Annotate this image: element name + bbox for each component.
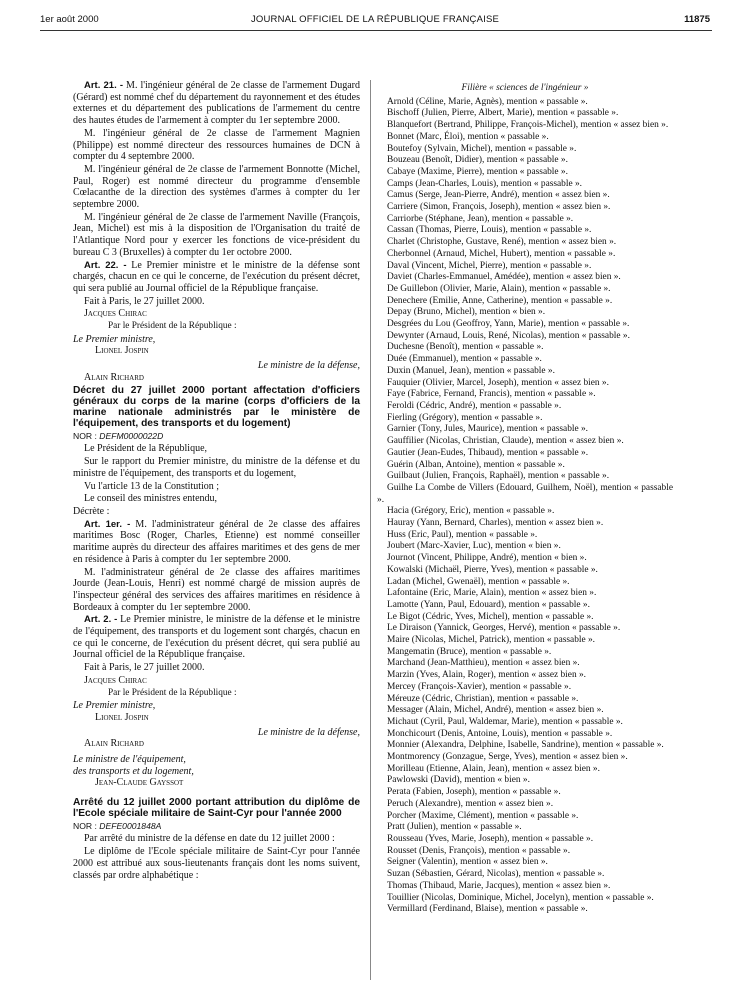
art21-paragraph-2: M. l'ingénieur général de 2e classe de l'armement Magnien (Philippe) est nommé directeur des ressources humaines de DCN à compter du 4 septembre 2000. (73, 127, 360, 163)
page-header (40, 14, 710, 34)
decree-2-title: Décret du 27 juillet 2000 portant affectation d'officiers généraux du corps de la marine (corps d'officiers de la marine nationale administrés par le ministère de l'équipement, des transports et du logement) (73, 384, 360, 430)
par-le-president-1: Par le Président de la République : (108, 321, 237, 332)
list-item: Pawlowski (David), mention « bien ». (387, 775, 530, 786)
list-item: Rousseau (Yves, Marie, Joseph), mention « passable ». (387, 834, 594, 844)
column-separator (370, 80, 371, 980)
list-item: Blanquefort (Bertrand, Philippe, François-Michel), mention « assez bien ». (387, 120, 669, 131)
signature-gayssot: Jean-Claude Gayssot (95, 777, 184, 789)
arrete-paragraph-2: Le diplôme de l'Ecole spéciale militaire de Saint-Cyr pour l'année 2000 est attribué aux sous-lieutenants français dont les noms suivent, classés par ordre alphabétique : (73, 846, 360, 881)
list-item: Porcher (Maxime, Clément), mention « passable ». (387, 810, 579, 821)
list-item: Camus (Serge, Jean-Pierre, André), mention « assez bien ». (387, 190, 610, 201)
list-item: Bonnet (Marc, Éloi), mention « passable ». (387, 131, 549, 142)
signature-jospin-1: Lionel Jospin (95, 345, 149, 357)
ministre-defense-1: Le ministre de la défense, (257, 360, 360, 372)
list-item: Camps (Jean-Charles, Louis), mention « passable ». (387, 178, 583, 189)
list-item: Carriorbe (Stéphane, Jean), mention « passable ». (387, 213, 574, 224)
signature-jospin-2: Lionel Jospin (95, 711, 149, 723)
list-item: Gauffilier (Nicolas, Christian, Claude), mention « assez bien ». (387, 436, 624, 447)
list-item: Morilleau (Etienne, Alain, Jean), mention « assez bien ». (387, 763, 600, 774)
signature-richard-2: Alain Richard (84, 738, 144, 750)
list-item: Ladan (Michel, Gwenaël), mention « passable ». (387, 576, 570, 587)
list-item: Daviet (Charles-Emmanuel, Amédée), mention « assez bien ». (387, 272, 621, 283)
list-item: Mangematin (Bruce), mention « passable ». (387, 646, 552, 657)
list-item: Hacia (Grégory, Eric), mention « passable ». (387, 506, 555, 517)
list-item: Vermillard (Ferdinand, Blaise), mention « passable ». (387, 904, 588, 915)
list-item: Peruch (Alexandre), mention « assez bien ». (387, 798, 554, 809)
list-item: De Guillebon (Olivier, Marie, Alain), mention « passable ». (387, 283, 611, 294)
art21-text-1: M. l'ingénieur général de 2e classe de l'armement Dugard (Gérard) est nommé chef du département du rayonnement et des études externes et du département des publications de l'armement du centre des hautes études de l'armement à compter du 1er septembre 2000. (73, 80, 361, 127)
ministre-equipement-line-2: des transports et du logement, (73, 765, 194, 777)
list-item: Journot (Vincent, Philippe, André), mention « bien ». (387, 553, 587, 564)
list-item: Marzin (Yves, Alain, Roger), mention « assez bien ». (387, 670, 587, 681)
decree-2-nor-code: DEFM0000022D (99, 430, 164, 441)
list-item: Kowalski (Michaël, Pierre, Yves), mention « passable ». (387, 564, 598, 575)
d2-art1-label: Art. 1er. - (84, 518, 131, 530)
arrete-paragraph-1: Par arrêté du ministre de la défense en date du 12 juillet 2000 : (84, 833, 335, 845)
d2-paragraph-1: Le Président de la République, (84, 443, 208, 455)
list-item: Bouzeau (Benoît, Didier), mention « passable ». (387, 155, 568, 166)
header-date: 1er août 2000 (40, 14, 99, 25)
d2-art2-text: Le Premier ministre, le ministre de la défense et le ministre de l'équipement, des transports et du logement sont chargés, chacun en ce qui le concerne, de l'exécution du présent décret, qui sera publié au Journal officiel de la République française. (73, 614, 360, 661)
list-item: Guilbaut (Julien, François, Raphaël), mention « passable ». (387, 471, 610, 482)
decree-2-nor (73, 431, 360, 443)
list-item: Bischoff (Julien, Pierre, Albert, Marie), mention « passable ». (387, 108, 619, 119)
ministre-equipement-line-1: Le ministre de l'équipement, (73, 754, 186, 766)
arrete-nor-label: NOR : (73, 820, 97, 831)
signature-richard-1: Alain Richard (84, 371, 144, 383)
list-item: Perata (Fabien, Joseph), mention « passable ». (387, 787, 561, 798)
list-item: Monchicourt (Denis, Antoine, Louis), mention « passable ». (387, 728, 613, 739)
list-item: Cassan (Thomas, Pierre, Louis), mention « passable ». (387, 225, 592, 236)
list-item: Marchand (Jean-Matthieu), mention « assez bien ». (387, 658, 580, 669)
list-item: Carriere (Simon, François, Joseph), mention « assez bien ». (387, 202, 611, 213)
list-item: Boutefoy (Sylvain, Michel), mention « passable ». (387, 143, 577, 154)
list-item: Maire (Nicolas, Michel, Patrick), mention « passable ». (387, 635, 596, 646)
left-column (73, 80, 360, 882)
list-item: Charlet (Christophe, Gustave, René), mention « assez bien ». (387, 237, 617, 248)
art21-paragraph-1 (73, 80, 360, 127)
d2-art1-paragraph (73, 519, 360, 566)
arrete-nor-code: DEFE0001848A (99, 820, 162, 831)
ministre-defense-2: Le ministre de la défense, (257, 726, 360, 738)
d2-paragraph-2: Sur le rapport du Premier ministre, du ministre de la défense et du ministre de l'équipement, des transports et du logement, (73, 456, 360, 479)
list-item: Le Diraison (Yannick, Georges, Hervé), mention « passable ». (387, 623, 621, 634)
list-item: Duchesne (Benoît), mention « passable ». (387, 342, 544, 353)
par-le-president-2: Par le Président de la République : (108, 687, 237, 698)
list-item: Garnier (Tony, Jules, Maurice), mention « passable ». (387, 424, 589, 435)
list-item: Guilhe La Combe de Villers (Edouard, Guilhem, Noël), mention « passable ». (377, 482, 673, 505)
list-item: Thomas (Thibaud, Marie, Jacques), mention « assez bien ». (387, 880, 611, 891)
art22-text: Le Premier ministre et le ministre de la défense sont chargés, chacun en ce qui le concerne, de l'exécution du présent décret, qui sera publié au Journal officiel de la République française. (73, 259, 360, 294)
list-item: Huss (Eric, Paul), mention « passable ». (387, 529, 538, 540)
art22-label: Art. 22. - (84, 259, 127, 271)
d2-art2-paragraph (73, 614, 360, 661)
list-item: Arnold (Céline, Marie, Agnès), mention « passable ». (387, 96, 588, 107)
list-item: Montmorency (Gonzague, Serge, Yves), mention « assez bien ». (387, 752, 628, 763)
list-item: Daval (Vincent, Michel, Pierre), mention « passable ». (387, 260, 592, 271)
list-item: Méreuze (Cédric, Christian), mention « passable ». (387, 693, 579, 704)
d2-paragraph-4: Le conseil des ministres entendu, (84, 493, 218, 505)
list-item: Dewynter (Arnaud, Louis, René, Nicolas), mention « passable ». (387, 330, 630, 341)
arrete-nor (73, 821, 360, 833)
premier-ministre-1: Le Premier ministre, (73, 333, 156, 345)
list-item: Depay (Bruno, Michel), mention « bien ». (387, 307, 546, 318)
list-item: Rousset (Denis, François), mention « passable ». (387, 845, 571, 856)
d2-paragraph-3: Vu l'article 13 de la Constitution ; (84, 480, 220, 492)
art21-paragraph-4: M. l'ingénieur général de 2e classe de l'armement Naville (François, Jean, Michel) est mis à la disposition de l'Organisation du traité de l'Atlantique Nord pour y exercer les fonctions de vice-président du bureau C 3 (Bruxelles) à compter du 1er octobre 2000. (73, 211, 360, 258)
list-item: Cherbonnel (Arnaud, Michel, Hubert), mention « passable ». (387, 248, 616, 259)
list-item: Michaut (Cyril, Paul, Waldemar, Marie), mention « passable ». (387, 716, 623, 727)
list-item: Faye (Fabrice, Fernand, Francis), mention « passable ». (387, 389, 596, 400)
list-item: Feroldi (Cédric, André), mention « passable ». (387, 400, 562, 411)
header-page-number: 11875 (684, 14, 710, 25)
d2-art1-text: M. l'administrateur général de 2e classe des affaires maritimes Bosc (Roger, Charles, Etienne) est nommé conseiller maritime auprès du directeur des affaires maritimes et des gens de mer en résidence à Paris à compter du 1er septembre 2000. (73, 518, 360, 565)
list-item: Messager (Alain, Michel, André), mention « assez bien ». (387, 705, 604, 716)
list-item: Fierling (Grégory), mention « passable ». (387, 412, 543, 423)
list-item: Le Bigot (Cédric, Yves, Michel), mention « passable ». (387, 611, 594, 622)
list-item: Monnier (Alexandra, Delphine, Isabelle, Sandrine), mention « passable ». (387, 740, 664, 751)
list-item: Joubert (Marc-Xavier, Luc), mention « bien ». (387, 541, 561, 552)
decree-2-nor-label: NOR : (73, 430, 97, 441)
list-item: Touillier (Nicolas, Dominique, Michel, Jocelyn), mention « passable ». (387, 892, 654, 903)
list-item: Desgrées du Lou (Geoffroy, Yann, Marie), mention « passable ». (387, 319, 630, 330)
right-column (377, 83, 673, 916)
art21-label: Art. 21. - (84, 80, 124, 91)
list-item: Pratt (Julien), mention « passable ». (387, 822, 522, 833)
list-item: Guérin (Alban, Antoine), mention « passable ». (387, 459, 565, 470)
list-item: Duée (Emmanuel), mention « passable ». (387, 354, 542, 365)
header-rule (40, 30, 712, 31)
d2-art2-label: Art. 2. - (84, 614, 118, 626)
fait-a-paris-1: Fait à Paris, le 27 juillet 2000. (84, 295, 205, 307)
decrete-heading: Décrète : (73, 505, 110, 517)
list-item: Mercey (François-Xavier), mention « passable ». (387, 681, 572, 692)
filiere-heading: Filière « sciences de l'ingénieur » (461, 83, 589, 93)
premier-ministre-2: Le Premier ministre, (73, 700, 156, 712)
arrete-title: Arrêté du 12 juillet 2000 portant attribution du diplôme de l'Ecole spéciale militaire de Saint-Cyr pour l'année 2000 (73, 797, 360, 820)
laureates-list (377, 97, 673, 916)
fait-a-paris-2: Fait à Paris, le 27 juillet 2000. (84, 662, 205, 674)
d2-art1-paragraph-2: M. l'administrateur général de 2e classe des affaires maritimes Jourde (Jean-Louis, Henri) est nommé chargé de mission auprès de l'inspecteur général des services des affaires maritimes en résidence à Bordeaux à compter du 1er septembre 2000. (73, 566, 360, 613)
list-item: Duxin (Manuel, Jean), mention « passable ». (387, 365, 555, 376)
header-journal-title: JOURNAL OFFICIEL DE LA RÉPUBLIQUE FRANÇAISE (250, 14, 500, 25)
list-item: Gautier (Jean-Eudes, Thibaud), mention « passable ». (387, 447, 589, 458)
list-item: Suzan (Sébastien, Gérard, Nicolas), mention « passable ». (387, 869, 605, 880)
list-item: Cabaye (Maxime, Pierre), mention « passable ». (387, 166, 568, 177)
list-item: Seigner (Valentin), mention « assez bien ». (387, 857, 548, 868)
list-item: Fauquier (Olivier, Marcel, Joseph), mention « assez bien ». (387, 377, 609, 388)
list-item: Lamotte (Yann, Paul, Edouard), mention « passable ». (387, 599, 590, 610)
list-item: Denechere (Emilie, Anne, Catherine), mention « passable ». (387, 295, 613, 306)
art21-paragraph-3: M. l'ingénieur général de 2e classe de l'armement Bonnotte (Michel, Paul, Roger) est nommé directeur du programme d'ensemble Cœlacanthe de la direction des systèmes d'armes à compter du 1er septembre 2000. (73, 163, 360, 211)
art22-paragraph (73, 260, 360, 295)
list-item: Hauray (Yann, Bernard, Charles), mention « assez bien ». (387, 518, 604, 529)
signature-chirac-2: Jacques Chirac (84, 674, 147, 686)
list-item: Lafontaine (Eric, Marie, Alain), mention « assez bien ». (387, 588, 597, 599)
signature-chirac-1: Jacques Chirac (84, 308, 147, 320)
